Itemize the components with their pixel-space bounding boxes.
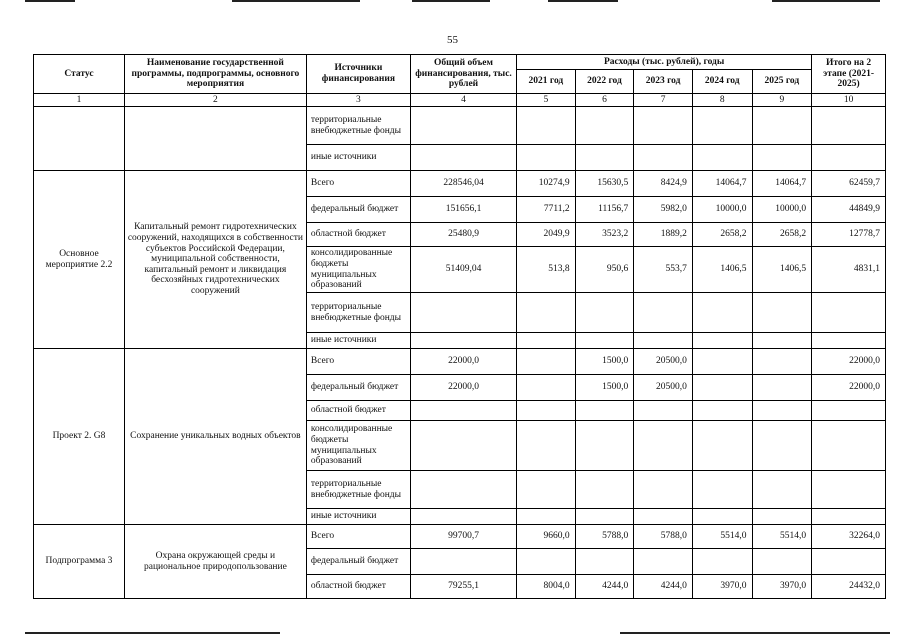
value-cell-y2021: [517, 471, 576, 509]
value-cell-itogo: [812, 471, 886, 509]
value-cell-y2025: 1406,5: [752, 247, 812, 293]
header-year: 2022 год: [575, 70, 634, 94]
value-cell-total: [410, 293, 516, 333]
header-status: Статус: [34, 55, 125, 94]
bottom-edge-line: [620, 632, 890, 634]
value-cell-y2023: [634, 509, 693, 525]
value-cell-itogo: [812, 107, 886, 145]
value-cell-y2023: [634, 333, 693, 349]
value-cell-y2023: 5788,0: [634, 525, 693, 549]
source-cell: иные источники: [306, 509, 410, 525]
source-cell: территориальные внебюджетные фонды: [306, 471, 410, 509]
source-cell: Всего: [306, 171, 410, 197]
value-cell-y2025: 3970,0: [752, 575, 812, 599]
value-cell-y2024: [692, 375, 752, 401]
value-cell-y2023: [634, 421, 693, 471]
value-cell-y2021: [517, 349, 576, 375]
value-cell-y2022: [575, 333, 634, 349]
value-cell-itogo: 22000,0: [812, 375, 886, 401]
value-cell-total: [410, 333, 516, 349]
value-cell-total: 51409,04: [410, 247, 516, 293]
value-cell-total: [410, 107, 516, 145]
source-cell: иные источники: [306, 333, 410, 349]
value-cell-itogo: 22000,0: [812, 349, 886, 375]
value-cell-total: [410, 471, 516, 509]
value-cell-y2024: [692, 293, 752, 333]
value-cell-y2024: [692, 107, 752, 145]
value-cell-total: 99700,7: [410, 525, 516, 549]
value-cell-y2021: 2049,9: [517, 223, 576, 247]
value-cell-itogo: [812, 509, 886, 525]
value-cell-y2023: [634, 145, 693, 171]
top-edge-line: [412, 0, 490, 2]
program-name-cell: Охрана окружающей среды и рациональное природопользование: [124, 525, 306, 599]
value-cell-total: 79255,1: [410, 575, 516, 599]
page-number: 55: [447, 34, 458, 46]
source-cell: территориальные внебюджетные фонды: [306, 293, 410, 333]
value-cell-y2022: 5788,0: [575, 525, 634, 549]
value-cell-y2025: [752, 145, 812, 171]
column-number-row: [34, 94, 886, 107]
value-cell-y2022: 3523,2: [575, 223, 634, 247]
value-cell-y2022: 1500,0: [575, 349, 634, 375]
source-cell: Всего: [306, 349, 410, 375]
status-cell: Подпрограмма 3: [34, 525, 125, 599]
value-cell-y2023: [634, 293, 693, 333]
value-cell-y2025: [752, 401, 812, 421]
value-cell-y2022: [575, 293, 634, 333]
value-cell-y2024: [692, 509, 752, 525]
value-cell-itogo: [812, 333, 886, 349]
program-name-cell: Капитальный ремонт гидротехнических сооружений, находящихся в собственности субъектов Российской Федерации, муниципальной собственности, капитальный ремонт и ликвидация бесхозяйных гидротехнических сооружений: [124, 171, 306, 349]
value-cell-y2024: 2658,2: [692, 223, 752, 247]
value-cell-itogo: 24432,0: [812, 575, 886, 599]
value-cell-y2024: 1406,5: [692, 247, 752, 293]
source-cell: областной бюджет: [306, 223, 410, 247]
value-cell-y2022: [575, 509, 634, 525]
value-cell-y2024: 10000,0: [692, 197, 752, 223]
value-cell-y2025: 5514,0: [752, 525, 812, 549]
value-cell-y2022: [575, 549, 634, 575]
value-cell-total: [410, 145, 516, 171]
status-cell: Основное мероприятие 2.2: [34, 171, 125, 349]
value-cell-y2023: 1889,2: [634, 223, 693, 247]
header-sources: Источники финансирования: [306, 55, 410, 94]
value-cell-itogo: 4831,1: [812, 247, 886, 293]
value-cell-total: 22000,0: [410, 375, 516, 401]
value-cell-y2024: [692, 333, 752, 349]
value-cell-y2021: [517, 509, 576, 525]
value-cell-y2024: [692, 401, 752, 421]
value-cell-y2023: 553,7: [634, 247, 693, 293]
value-cell-y2021: 9660,0: [517, 525, 576, 549]
value-cell-y2025: [752, 293, 812, 333]
value-cell-itogo: 32264,0: [812, 525, 886, 549]
source-cell: Всего: [306, 525, 410, 549]
value-cell-y2022: 11156,7: [575, 197, 634, 223]
header-year: 2025 год: [752, 70, 812, 94]
value-cell-y2021: [517, 549, 576, 575]
source-cell: областной бюджет: [306, 401, 410, 421]
value-cell-y2021: [517, 375, 576, 401]
value-cell-y2024: 14064,7: [692, 171, 752, 197]
value-cell-y2025: 2658,2: [752, 223, 812, 247]
value-cell-y2024: 5514,0: [692, 525, 752, 549]
value-cell-total: 22000,0: [410, 349, 516, 375]
col-number: 7: [634, 94, 693, 107]
source-cell: консолидированные бюджеты муниципальных образований: [306, 247, 410, 293]
value-cell-y2024: [692, 549, 752, 575]
value-cell-y2023: [634, 471, 693, 509]
value-cell-total: 228546,04: [410, 171, 516, 197]
source-cell: областной бюджет: [306, 575, 410, 599]
value-cell-y2023: [634, 401, 693, 421]
value-cell-y2021: 10274,9: [517, 171, 576, 197]
value-cell-total: 151656,1: [410, 197, 516, 223]
value-cell-y2024: [692, 145, 752, 171]
value-cell-y2025: [752, 549, 812, 575]
value-cell-y2022: [575, 471, 634, 509]
header-year: 2021 год: [517, 70, 576, 94]
value-cell-y2025: [752, 349, 812, 375]
value-cell-total: [410, 421, 516, 471]
value-cell-y2022: 950,6: [575, 247, 634, 293]
value-cell-y2025: 10000,0: [752, 197, 812, 223]
header-name: Наименование государственной программы, подпрограммы, основного мероприятия: [124, 55, 306, 94]
source-cell: федеральный бюджет: [306, 375, 410, 401]
value-cell-y2023: 20500,0: [634, 375, 693, 401]
value-cell-y2022: [575, 107, 634, 145]
value-cell-total: [410, 549, 516, 575]
value-cell-y2024: [692, 471, 752, 509]
value-cell-itogo: 62459,7: [812, 171, 886, 197]
value-cell-y2025: [752, 107, 812, 145]
value-cell-y2021: [517, 145, 576, 171]
value-cell-y2022: 1500,0: [575, 375, 634, 401]
col-number: 5: [517, 94, 576, 107]
value-cell-y2022: 4244,0: [575, 575, 634, 599]
value-cell-y2021: [517, 333, 576, 349]
top-edge-line: [772, 0, 880, 2]
source-cell: федеральный бюджет: [306, 197, 410, 223]
source-cell: консолидированные бюджеты муниципальных образований: [306, 421, 410, 471]
status-cell: Проект 2. G8: [34, 349, 125, 525]
value-cell-y2023: 4244,0: [634, 575, 693, 599]
col-number: 4: [410, 94, 516, 107]
table-row: [34, 107, 886, 145]
value-cell-y2022: [575, 421, 634, 471]
table-row: [34, 349, 886, 375]
value-cell-y2023: 8424,9: [634, 171, 693, 197]
value-cell-y2021: [517, 293, 576, 333]
value-cell-y2024: 3970,0: [692, 575, 752, 599]
value-cell-itogo: [812, 421, 886, 471]
value-cell-y2025: [752, 421, 812, 471]
value-cell-total: 25480,9: [410, 223, 516, 247]
value-cell-y2023: [634, 549, 693, 575]
value-cell-total: [410, 401, 516, 421]
header-itogo: Итого на 2 этапе (2021-2025): [812, 55, 886, 94]
value-cell-y2025: [752, 333, 812, 349]
program-name-cell: Сохранение уникальных водных объектов: [124, 349, 306, 525]
value-cell-y2025: [752, 471, 812, 509]
value-cell-y2021: [517, 421, 576, 471]
value-cell-y2021: [517, 107, 576, 145]
value-cell-itogo: [812, 401, 886, 421]
source-cell: федеральный бюджет: [306, 549, 410, 575]
table-row: [34, 525, 886, 549]
value-cell-y2025: [752, 509, 812, 525]
value-cell-y2024: [692, 349, 752, 375]
value-cell-y2023: 5982,0: [634, 197, 693, 223]
col-number: 3: [306, 94, 410, 107]
bottom-edge-line: [25, 632, 280, 634]
value-cell-y2023: [634, 107, 693, 145]
source-cell: территориальные внебюджетные фонды: [306, 107, 410, 145]
value-cell-y2025: [752, 375, 812, 401]
value-cell-y2023: 20500,0: [634, 349, 693, 375]
col-number: 9: [752, 94, 812, 107]
value-cell-y2021: 8004,0: [517, 575, 576, 599]
value-cell-itogo: [812, 549, 886, 575]
header-expenses: Расходы (тыс. рублей), годы: [517, 55, 812, 70]
col-number: 6: [575, 94, 634, 107]
value-cell-itogo: 12778,7: [812, 223, 886, 247]
value-cell-total: [410, 509, 516, 525]
col-number: 1: [34, 94, 125, 107]
table-body: [34, 107, 886, 599]
value-cell-y2022: [575, 145, 634, 171]
value-cell-y2021: [517, 401, 576, 421]
status-cell: [34, 107, 125, 171]
value-cell-y2025: 14064,7: [752, 171, 812, 197]
header-year: 2024 год: [692, 70, 752, 94]
top-edge-line: [548, 0, 618, 2]
value-cell-y2022: [575, 401, 634, 421]
financing-table: [33, 54, 886, 599]
top-edge-line: [232, 0, 360, 2]
value-cell-y2022: 15630,5: [575, 171, 634, 197]
program-name-cell: [124, 107, 306, 171]
value-cell-itogo: [812, 145, 886, 171]
value-cell-y2021: 513,8: [517, 247, 576, 293]
col-number: 8: [692, 94, 752, 107]
col-number: 2: [124, 94, 306, 107]
value-cell-itogo: 44849,9: [812, 197, 886, 223]
header-total: Общий объем финансирования, тыс. рублей: [410, 55, 516, 94]
header-year: 2023 год: [634, 70, 693, 94]
col-number: 10: [812, 94, 886, 107]
value-cell-itogo: [812, 293, 886, 333]
source-cell: иные источники: [306, 145, 410, 171]
top-edge-line: [25, 0, 75, 2]
table-row: [34, 171, 886, 197]
value-cell-y2021: 7711,2: [517, 197, 576, 223]
value-cell-y2024: [692, 421, 752, 471]
